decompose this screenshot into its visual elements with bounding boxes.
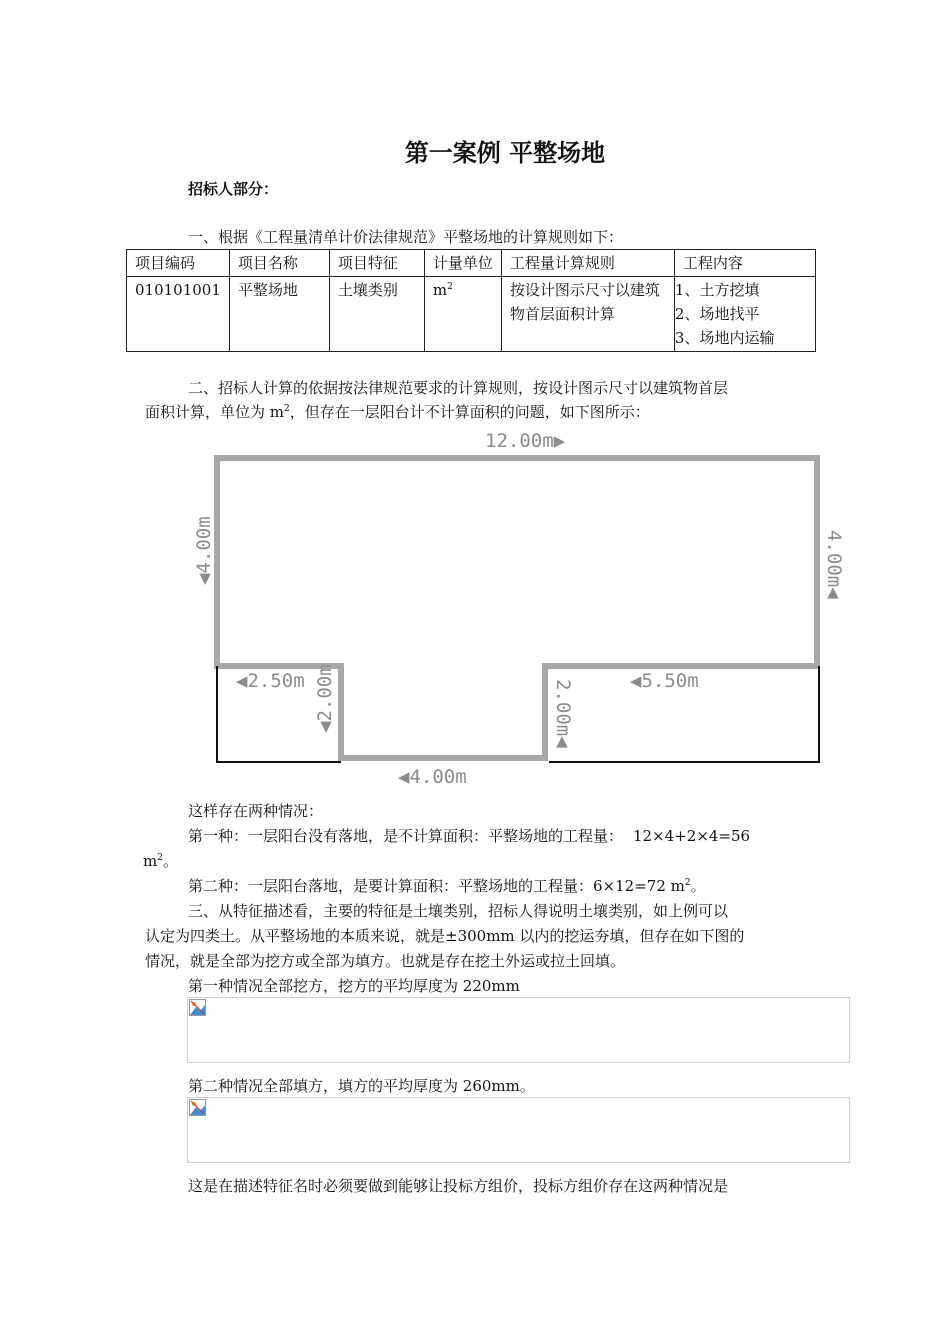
section1-text: 一、根据《工程量清单计价法律规范》平整场地的计算规则如下：: [188, 228, 624, 246]
broken-image-icon: [189, 999, 206, 1016]
building-outline: [217, 458, 817, 758]
section3-line2: 认定为四类土。从平整场地的本质来说，就是±300mm 以内的挖运夯填，但存在如下图的: [145, 927, 745, 945]
page-title: 第一案例 平整场地: [404, 138, 606, 167]
cell-rule: 按设计图示尺寸以建筑物首层面积计算: [501, 277, 674, 352]
dim-right-balcony-width: ◀5.50m: [630, 670, 699, 692]
section2-line1: 二、招标人计算的依据按法律规范要求的计算规则，按设计图示尺寸以建筑物首层: [188, 379, 729, 397]
case1-text: 第一种：一层阳台没有落地，是不计算面积：平整场地的工程量：: [188, 827, 624, 845]
section3-line3: 情况，就是全部为挖方或全部为填方。也就是存在挖土外运或拉土回填。: [145, 952, 626, 970]
header-name: 项目名称: [229, 250, 329, 277]
case2-line: [188, 874, 706, 898]
cell-contents: [674, 277, 815, 352]
dim-top: 12.00m▶: [485, 430, 566, 452]
section2-sup: 2: [284, 404, 290, 414]
case1-sup: 2: [157, 853, 163, 863]
dim-left: ◀4.00m: [193, 516, 215, 585]
case1-end: 。: [162, 852, 178, 870]
section3-line1: 三、从特征描述看，主要的特征是土壤类别，招标人得说明土壤类别，如上例可以: [188, 902, 729, 920]
header-rule: 工程量计算规则: [501, 250, 674, 277]
section2-line2-a: 面积计算，单位为 m: [145, 403, 284, 421]
case2-end: 。: [690, 877, 706, 895]
cell-unit: [424, 277, 501, 352]
header-code: 项目编码: [127, 250, 230, 277]
section2-line2: [145, 400, 650, 424]
broken-image-icon: [189, 1099, 206, 1116]
floor-plan-diagram: [0, 425, 950, 795]
case1-line: [188, 824, 750, 848]
cell-code: 010101001: [127, 277, 230, 352]
unit-text: m: [432, 281, 448, 299]
dim-left-balcony-width: ◀2.50m: [236, 670, 305, 692]
content-item: 1、土方挖填: [674, 281, 760, 299]
dim-right: 4.00m◀: [823, 530, 845, 599]
content-item: 2、场地找平: [674, 305, 760, 323]
dim-left-balcony-height: ◀2.00m: [314, 664, 336, 733]
case2-text: 第二种：一层阳台落地，是要计算面积：平整场地的工程量：6×12=72 m: [188, 877, 685, 895]
cell-feature: 土壤类别: [329, 277, 424, 352]
case2-sup: 2: [684, 878, 691, 888]
cases-intro: 这样存在两种情况：: [188, 802, 324, 820]
figure2-caption: 第二种情况全部填方，填方的平均厚度为 260mm。: [188, 1077, 535, 1095]
unit-sup: 2: [447, 282, 453, 292]
table-header-row: [127, 250, 816, 277]
case1-unit-text: m: [143, 852, 158, 870]
last-line: 这是在描述特征名时必须要做到能够让投标方组价，投标方组价存在这两种情况是: [188, 1177, 729, 1195]
header-contents: 工程内容: [674, 250, 815, 277]
figure1-caption: 第一种情况全部挖方，挖方的平均厚度为 220mm: [188, 977, 520, 995]
cell-name: 平整场地: [229, 277, 329, 352]
case1-formula: 12×4+2×4=56: [633, 827, 751, 845]
dim-bottom: ◀4.00m: [398, 766, 467, 788]
dim-right-balcony-height: 2.00m◀: [552, 679, 574, 748]
section-subtitle: 招标人部分：: [188, 180, 279, 198]
figure1-placeholder: [187, 997, 850, 1063]
case1-unit: [143, 849, 178, 873]
table-row: [127, 277, 816, 352]
header-unit: 计量单位: [424, 250, 501, 277]
content-item: 3、场地内运输: [674, 329, 775, 347]
rules-table: [126, 249, 816, 352]
header-feature: 项目特征: [329, 250, 424, 277]
section2-line2-b: ，但存在一层阳台计不计算面积的问题，如下图所示：: [289, 403, 650, 421]
figure2-placeholder: [187, 1097, 850, 1163]
